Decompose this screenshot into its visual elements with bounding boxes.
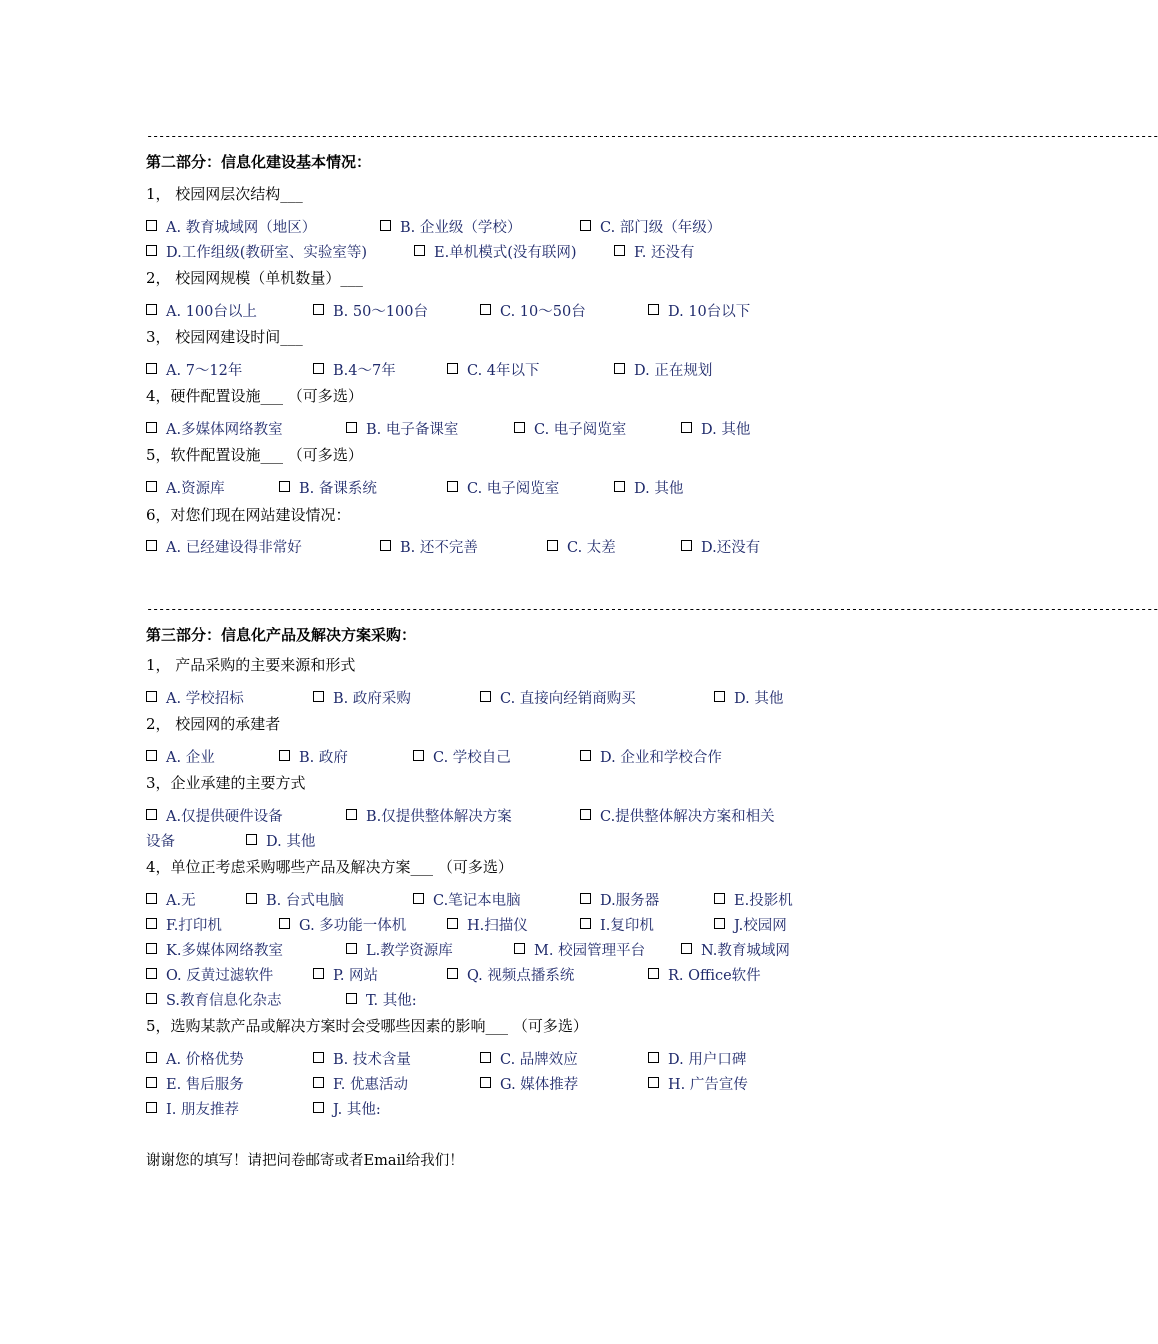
checkbox-icon[interactable]: [146, 809, 157, 820]
checkbox-icon[interactable]: [580, 918, 591, 929]
option-checkbox[interactable]: C. 部门级（年级）: [580, 218, 721, 238]
option-checkbox[interactable]: B. 政府: [279, 748, 348, 768]
checkbox-icon[interactable]: [480, 304, 491, 315]
option-checkbox[interactable]: A.仅提供硬件设备: [146, 807, 283, 827]
checkbox-icon[interactable]: [447, 481, 458, 492]
checkbox-icon[interactable]: [346, 993, 357, 1004]
question-text: 4，单位正考虑采购哪些产品及解决方案___ （可多选）: [146, 858, 513, 876]
option-continuation: 设备: [146, 834, 175, 850]
option-checkbox[interactable]: C. 4年以下: [447, 361, 540, 381]
checkbox-icon[interactable]: [313, 1077, 324, 1088]
option-checkbox[interactable]: A. 学校招标: [146, 689, 244, 709]
option-checkbox[interactable]: M. 校园管理平台: [514, 941, 645, 961]
checkbox-icon[interactable]: [346, 422, 357, 433]
option-checkbox[interactable]: N.教育城域网: [681, 941, 790, 961]
checkbox-icon[interactable]: [313, 304, 324, 315]
question-text: 2， 校园网的承建者: [146, 715, 281, 733]
option-checkbox[interactable]: F.打印机: [146, 916, 222, 936]
checkbox-icon[interactable]: [313, 1102, 324, 1113]
separator-line: ------------------------------------------------------------------------------------------------------------------------------------------------------------------------: [146, 129, 1158, 143]
checkbox-icon[interactable]: [547, 540, 558, 551]
checkbox-icon[interactable]: [447, 968, 458, 979]
checkbox-icon[interactable]: [279, 750, 290, 761]
checkbox-icon[interactable]: [514, 422, 525, 433]
checkbox-icon[interactable]: [146, 245, 157, 256]
checkbox-icon[interactable]: [146, 943, 157, 954]
checkbox-icon[interactable]: [313, 968, 324, 979]
checkbox-icon[interactable]: [146, 220, 157, 231]
checkbox-icon[interactable]: [580, 809, 591, 820]
option-checkbox[interactable]: H. 广告宣传: [648, 1075, 748, 1095]
checkbox-icon[interactable]: [146, 363, 157, 374]
option-checkbox[interactable]: J. 其他:: [313, 1100, 381, 1120]
option-checkbox[interactable]: D. 用户口碑: [648, 1050, 746, 1070]
option-checkbox[interactable]: D. 其他: [614, 479, 683, 499]
checkbox-icon[interactable]: [146, 750, 157, 761]
checkbox-icon[interactable]: [380, 540, 391, 551]
option-checkbox[interactable]: C.笔记本电脑: [413, 891, 521, 911]
option-checkbox[interactable]: B.仅提供整体解决方案: [346, 807, 512, 827]
checkbox-icon[interactable]: [414, 245, 425, 256]
checkbox-icon[interactable]: [580, 750, 591, 761]
option-checkbox[interactable]: B. 台式电脑: [246, 891, 344, 911]
option-checkbox[interactable]: R. Office软件: [648, 966, 761, 986]
checkbox-icon[interactable]: [146, 1052, 157, 1063]
checkbox-icon[interactable]: [514, 943, 525, 954]
checkbox-icon[interactable]: [146, 422, 157, 433]
checkbox-icon[interactable]: [714, 893, 725, 904]
option-checkbox[interactable]: E.投影机: [714, 891, 793, 911]
checkbox-icon[interactable]: [246, 834, 257, 845]
checkbox-icon[interactable]: [480, 1077, 491, 1088]
option-checkbox[interactable]: B. 企业级（学校）: [380, 218, 521, 238]
checkbox-icon[interactable]: [146, 1102, 157, 1113]
question-text: 3， 校园网建设时间___: [146, 328, 303, 346]
option-checkbox[interactable]: C. 品牌效应: [480, 1050, 578, 1070]
option-checkbox[interactable]: B. 还不完善: [380, 538, 478, 558]
checkbox-icon[interactable]: [246, 893, 257, 904]
question-text: 1， 校园网层次结构___: [146, 185, 303, 203]
question-text: 5，选购某款产品或解决方案时会受哪些因素的影响___ （可多选）: [146, 1017, 588, 1035]
checkbox-icon[interactable]: [380, 220, 391, 231]
option-checkbox[interactable]: D. 正在规划: [614, 361, 712, 381]
option-checkbox[interactable]: F. 还没有: [614, 243, 695, 263]
checkbox-icon[interactable]: [413, 893, 424, 904]
option-checkbox[interactable]: A. 已经建设得非常好: [146, 538, 302, 558]
option-checkbox[interactable]: E. 售后服务: [146, 1075, 244, 1095]
option-checkbox[interactable]: S.教育信息化杂志: [146, 991, 282, 1011]
option-checkbox[interactable]: A. 教育城域网（地区）: [146, 218, 316, 238]
question-text: 3，企业承建的主要方式: [146, 774, 306, 792]
checkbox-icon[interactable]: [614, 245, 625, 256]
checkbox-icon[interactable]: [480, 1052, 491, 1063]
option-checkbox[interactable]: D. 其他: [714, 689, 783, 709]
checkbox-icon[interactable]: [313, 363, 324, 374]
checkbox-icon[interactable]: [681, 422, 692, 433]
option-checkbox[interactable]: T. 其他:: [346, 991, 417, 1011]
option-checkbox[interactable]: L.教学资源库: [346, 941, 453, 961]
checkbox-icon[interactable]: [480, 691, 491, 702]
option-checkbox[interactable]: B. 技术含量: [313, 1050, 411, 1070]
option-checkbox[interactable]: C. 直接向经销商购买: [480, 689, 636, 709]
option-checkbox[interactable]: C. 电子阅览室: [514, 420, 626, 440]
option-checkbox[interactable]: C. 10～50台: [480, 302, 586, 322]
question-text: 1， 产品采购的主要来源和形式: [146, 656, 356, 674]
option-checkbox[interactable]: C. 太差: [547, 538, 616, 558]
option-checkbox[interactable]: I.复印机: [580, 916, 654, 936]
checkbox-icon[interactable]: [648, 304, 659, 315]
option-checkbox[interactable]: K.多媒体网络教室: [146, 941, 283, 961]
option-checkbox[interactable]: J.校园网: [714, 916, 787, 936]
question-text: 5，软件配置设施___ （可多选）: [146, 446, 363, 464]
option-checkbox[interactable]: D.还没有: [681, 538, 760, 558]
checkbox-icon[interactable]: [447, 918, 458, 929]
question-text: 2， 校园网规模（单机数量）___: [146, 269, 363, 287]
option-checkbox[interactable]: D. 10台以下: [648, 302, 750, 322]
checkbox-icon[interactable]: [648, 1052, 659, 1063]
checkbox-icon[interactable]: [648, 968, 659, 979]
checkbox-icon[interactable]: [614, 481, 625, 492]
checkbox-icon[interactable]: [580, 893, 591, 904]
option-checkbox[interactable]: A. 企业: [146, 748, 215, 768]
checkbox-icon[interactable]: [146, 304, 157, 315]
option-checkbox[interactable]: B. 50～100台: [313, 302, 428, 322]
question-text: 6，对您们现在网站建设情况：: [146, 506, 351, 524]
option-checkbox[interactable]: G. 媒体推荐: [480, 1075, 578, 1095]
option-checkbox[interactable]: Q. 视频点播系统: [447, 966, 574, 986]
thank-you-note: 谢谢您的填写！请把问卷邮寄或者Email给我们！: [146, 1153, 464, 1169]
checkbox-icon[interactable]: [279, 918, 290, 929]
checkbox-icon[interactable]: [279, 481, 290, 492]
checkbox-icon[interactable]: [146, 993, 157, 1004]
option-checkbox[interactable]: I. 朋友推荐: [146, 1100, 239, 1120]
checkbox-icon[interactable]: [146, 918, 157, 929]
checkbox-icon[interactable]: [714, 918, 725, 929]
option-checkbox[interactable]: B. 电子备课室: [346, 420, 458, 440]
option-checkbox[interactable]: A. 7～12年: [146, 361, 242, 381]
option-checkbox[interactable]: D. 其他: [246, 832, 315, 852]
section-title-part2: 第二部分：信息化建设基本情况：: [146, 153, 372, 171]
checkbox-icon[interactable]: [681, 943, 692, 954]
checkbox-icon[interactable]: [681, 540, 692, 551]
checkbox-icon[interactable]: [146, 968, 157, 979]
option-checkbox[interactable]: D.工作组级(教研室、实验室等): [146, 243, 367, 263]
option-checkbox[interactable]: O. 反黄过滤软件: [146, 966, 273, 986]
option-checkbox[interactable]: E.单机模式(没有联网): [414, 243, 577, 263]
option-checkbox[interactable]: A.资源库: [146, 479, 225, 499]
checkbox-icon[interactable]: [580, 220, 591, 231]
checkbox-icon[interactable]: [346, 943, 357, 954]
option-checkbox[interactable]: A. 100台以上: [146, 302, 257, 322]
checkbox-icon[interactable]: [146, 481, 157, 492]
option-checkbox[interactable]: D. 企业和学校合作: [580, 748, 722, 768]
option-checkbox[interactable]: A.多媒体网络教室: [146, 420, 283, 440]
checkbox-icon[interactable]: [447, 363, 458, 374]
checkbox-icon[interactable]: [146, 1077, 157, 1088]
option-checkbox[interactable]: D.服务器: [580, 891, 659, 911]
option-checkbox[interactable]: F. 优惠活动: [313, 1075, 408, 1095]
option-checkbox[interactable]: C. 电子阅览室: [447, 479, 559, 499]
option-checkbox[interactable]: H.扫描仪: [447, 916, 528, 936]
option-checkbox[interactable]: B. 政府采购: [313, 689, 411, 709]
checkbox-icon[interactable]: [146, 540, 157, 551]
option-checkbox[interactable]: A. 价格优势: [146, 1050, 244, 1070]
checkbox-icon[interactable]: [146, 893, 157, 904]
checkbox-icon[interactable]: [413, 750, 424, 761]
option-checkbox[interactable]: B. 备课系统: [279, 479, 377, 499]
checkbox-icon[interactable]: [714, 691, 725, 702]
section-title-part3: 第三部分：信息化产品及解决方案采购：: [146, 626, 417, 644]
checkbox-icon[interactable]: [313, 691, 324, 702]
checkbox-icon[interactable]: [614, 363, 625, 374]
checkbox-icon[interactable]: [648, 1077, 659, 1088]
option-checkbox[interactable]: B.4～7年: [313, 361, 396, 381]
option-checkbox[interactable]: P. 网站: [313, 966, 378, 986]
option-checkbox[interactable]: G. 多功能一体机: [279, 916, 406, 936]
option-checkbox[interactable]: C.提供整体解决方案和相关: [580, 807, 775, 827]
option-checkbox[interactable]: A.无: [146, 891, 196, 911]
checkbox-icon[interactable]: [146, 691, 157, 702]
checkbox-icon[interactable]: [313, 1052, 324, 1063]
option-checkbox[interactable]: C. 学校自己: [413, 748, 511, 768]
question-text: 4，硬件配置设施___ （可多选）: [146, 387, 363, 405]
separator-line: ------------------------------------------------------------------------------------------------------------------------------------------------------------------------: [146, 602, 1158, 616]
option-checkbox[interactable]: D. 其他: [681, 420, 750, 440]
checkbox-icon[interactable]: [346, 809, 357, 820]
